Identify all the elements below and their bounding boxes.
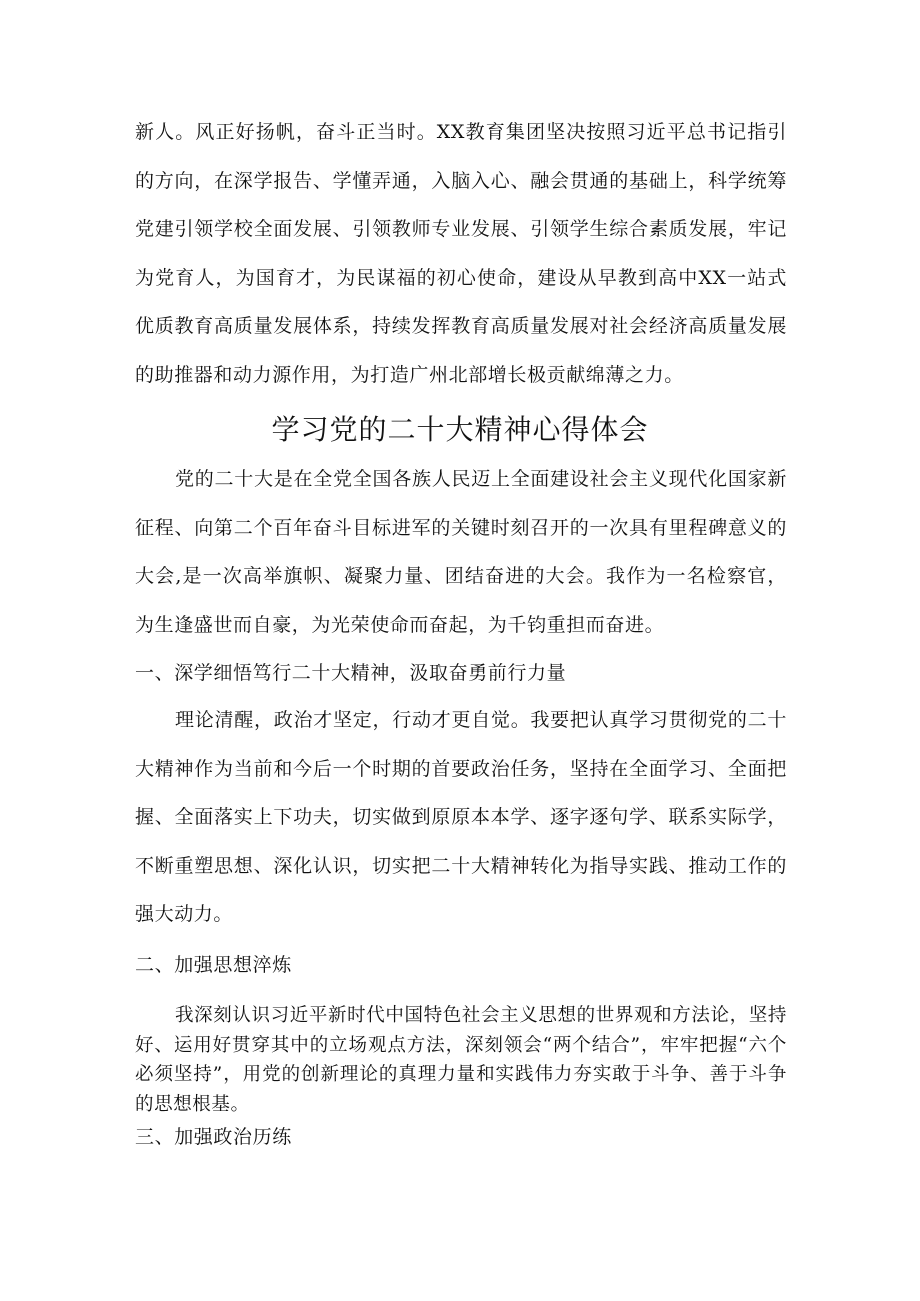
paragraph-1: 党的二十大是在全党全国各族人民迈上全面建设社会主义现代化国家新征程、向第二个百年奋斗目标进军的关键时刻召开的一次具有里程碑意义的大会,是一次高举旗帜、凝聚力量、团结奋进的大会。我作为一名检察官，为生逢盛世而自豪，为光荣使命而奋起，为千钧重担而奋进。: [135, 468, 787, 636]
section-3-heading: 三、加强政治历练: [135, 1126, 292, 1148]
section-1-paragraph: 理论清醒，政治才坚定，行动才更自觉。我要把认真学习贯彻党的二十大精神作为当前和今后一个时期的首要政治任务，坚持在全面学习、全面把握、全面落实上下功夫，切实做到原原本本学、逐字逐句学、联系实际学，不断重塑思想、深化认识，切实把二十大精神转化为指导实践、推动工作的强大动力。: [135, 709, 787, 925]
section-2-heading: 二、加强思想淬炼: [135, 954, 292, 976]
section-1-heading: 一、深学细悟笃行二十大精神，汲取奋勇前行力量: [135, 662, 567, 684]
document-title: 学习党的二十大精神心得体会: [271, 413, 649, 446]
section-2-paragraph: 我深刻认识习近平新时代中国特色社会主义思想的世界观和方法论，坚持好、运用好贯穿其中的立场观点方法，深刻领会“两个结合”，牢牢把握“六个必须坚持”，用党的创新理论的真理力量和实践伟力夯实敢于斗争、善于斗争的思想根基。: [135, 1005, 787, 1115]
intro-paragraph: 新人。风正好扬帆，奋斗正当时。XX教育集团坚决按照习近平总书记指引的方向，在深学报告、学懂弄通，入脑入心、融会贯通的基础上，科学统筹党建引领学校全面发展、引领教师专业发展、引领学生综合素质发展，牢记为党育人，为国育才，为民谋福的初心使命，建设从早教到高中XX一站式优质教育高质量发展体系，持续发挥教育高质量发展对社会经济高质量发展的助推器和动力源作用，为打造广州北部增长极贡献绵薄之力。: [135, 121, 787, 386]
